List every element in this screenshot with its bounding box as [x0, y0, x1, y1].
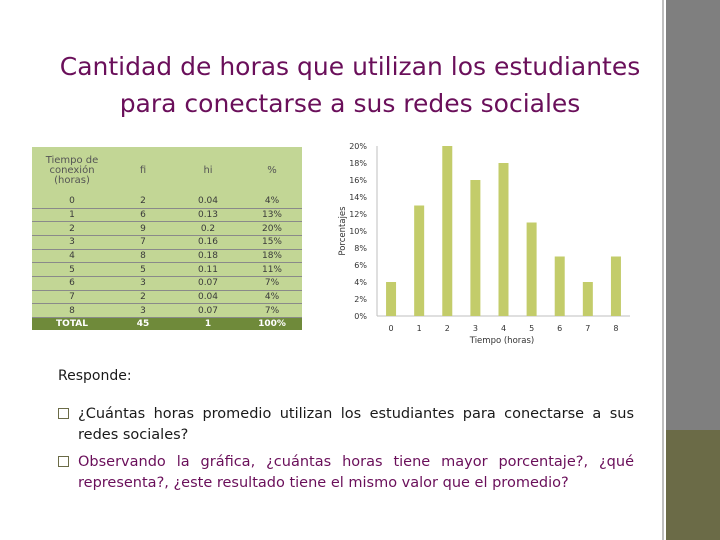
- checkbox-bullet-icon: [58, 408, 69, 419]
- cell: 1: [32, 208, 112, 222]
- table-total-row: [32, 318, 302, 331]
- y-tick-label: 8%: [354, 244, 367, 253]
- cell: 4: [32, 249, 112, 263]
- x-tick-label: 8: [613, 324, 619, 333]
- cell: 4%: [242, 290, 302, 304]
- title-line-2: para conectarse a sus redes sociales: [119, 89, 581, 118]
- cell: 4%: [242, 195, 302, 208]
- header-percent: %: [267, 165, 277, 176]
- y-tick-label: 0%: [354, 312, 367, 321]
- x-tick-label: 7: [585, 324, 591, 333]
- cell: 7%: [242, 276, 302, 290]
- bar-5: [527, 223, 537, 317]
- cell: 15%: [242, 235, 302, 249]
- cell: 8: [112, 249, 174, 263]
- x-tick-label: 2: [444, 324, 450, 333]
- table-row: [32, 249, 302, 263]
- y-tick-label: 12%: [349, 210, 367, 219]
- y-tick-label: 2%: [354, 295, 367, 304]
- cell: 11%: [242, 263, 302, 277]
- checkbox-bullet-icon: [58, 456, 69, 467]
- cell: 0.04: [174, 195, 242, 208]
- table-header-row: [32, 147, 302, 195]
- table-row: [32, 290, 302, 304]
- table-row: [32, 195, 302, 208]
- question-1: [58, 404, 634, 446]
- y-tick-label: 20%: [349, 142, 367, 151]
- y-tick-label: 10%: [349, 227, 367, 236]
- total-fi: 45: [112, 318, 174, 331]
- bar-1: [414, 206, 424, 317]
- y-tick-label: 4%: [354, 278, 367, 287]
- total-percent: 100%: [242, 318, 302, 331]
- cell: 0.11: [174, 263, 242, 277]
- cell: 0.13: [174, 208, 242, 222]
- table-row: [32, 304, 302, 318]
- header-fi: fi: [139, 165, 147, 176]
- table-row: [32, 235, 302, 249]
- frequency-table: [32, 147, 302, 330]
- cell: 0.16: [174, 235, 242, 249]
- bar-3: [470, 180, 480, 316]
- cell: 8: [32, 304, 112, 318]
- bar-7: [583, 282, 593, 316]
- cell: 2: [112, 290, 174, 304]
- cell: 0.07: [174, 304, 242, 318]
- x-tick-label: 5: [529, 324, 535, 333]
- header-hi: hi: [203, 165, 213, 176]
- bar-chart: [330, 136, 640, 351]
- cell: 3: [112, 276, 174, 290]
- cell: 0.2: [174, 222, 242, 236]
- cell: 9: [112, 222, 174, 236]
- x-tick-label: 1: [416, 324, 422, 333]
- cell: 7: [112, 235, 174, 249]
- cell: 20%: [242, 222, 302, 236]
- table-row: [32, 263, 302, 277]
- bar-6: [555, 257, 565, 317]
- bar-8: [611, 257, 621, 317]
- question-1-text: ¿Cuántas horas promedio utilizan los estudiantes para conectarse a sus redes sociales?: [78, 406, 634, 443]
- cell: 6: [32, 276, 112, 290]
- cell: 0.18: [174, 249, 242, 263]
- cell: 0.04: [174, 290, 242, 304]
- cell: 5: [32, 263, 112, 277]
- x-tick-label: 4: [500, 324, 507, 333]
- cell: 2: [112, 195, 174, 208]
- y-tick-label: 6%: [354, 261, 367, 270]
- y-tick-label: 16%: [349, 176, 367, 185]
- slide-edge-line: [662, 0, 664, 540]
- cell: 0: [32, 195, 112, 208]
- title-line-1: Cantidad de horas que utilizan los estudiantes: [59, 52, 641, 81]
- x-tick-labels: [389, 324, 619, 333]
- y-tick-label: 18%: [349, 159, 367, 168]
- responde-label: Responde:: [58, 368, 132, 384]
- decor-bar-bottom: [666, 430, 720, 540]
- cell: 3: [112, 304, 174, 318]
- x-axis-label: Tiempo (horas): [469, 336, 535, 346]
- y-tick-label: 14%: [349, 193, 367, 202]
- total-hi: 1: [174, 318, 242, 331]
- bars: [386, 146, 621, 316]
- cell: 18%: [242, 249, 302, 263]
- question-2-text: Observando la gráfica, ¿cuántas horas tiene mayor porcentaje?, ¿qué representa?, ¿este resultado tiene el mismo valor que el promedio?: [78, 454, 634, 491]
- bar-4: [499, 163, 509, 316]
- cell: 6: [112, 208, 174, 222]
- bar-2: [442, 146, 452, 316]
- table-row: [32, 208, 302, 222]
- question-2: [58, 452, 634, 494]
- total-label: TOTAL: [32, 318, 112, 331]
- cell: 13%: [242, 208, 302, 222]
- cell: 7: [32, 290, 112, 304]
- cell: 2: [32, 222, 112, 236]
- cell: 0.07: [174, 276, 242, 290]
- header-tiempo: Tiempo de conexión (horas): [45, 155, 99, 186]
- cell: 5: [112, 263, 174, 277]
- page-title: [40, 48, 660, 122]
- cell: 3: [32, 235, 112, 249]
- x-tick-label: 3: [472, 324, 478, 333]
- bar-0: [386, 282, 396, 316]
- cell: 7%: [242, 304, 302, 318]
- y-tick-labels: [349, 142, 367, 321]
- x-tick-label: 0: [388, 324, 394, 333]
- table-row: [32, 222, 302, 236]
- decor-bar-top: [666, 0, 720, 430]
- x-tick-label: 6: [557, 324, 563, 333]
- table-row: [32, 276, 302, 290]
- y-axis-label: Porcentajes: [338, 206, 348, 256]
